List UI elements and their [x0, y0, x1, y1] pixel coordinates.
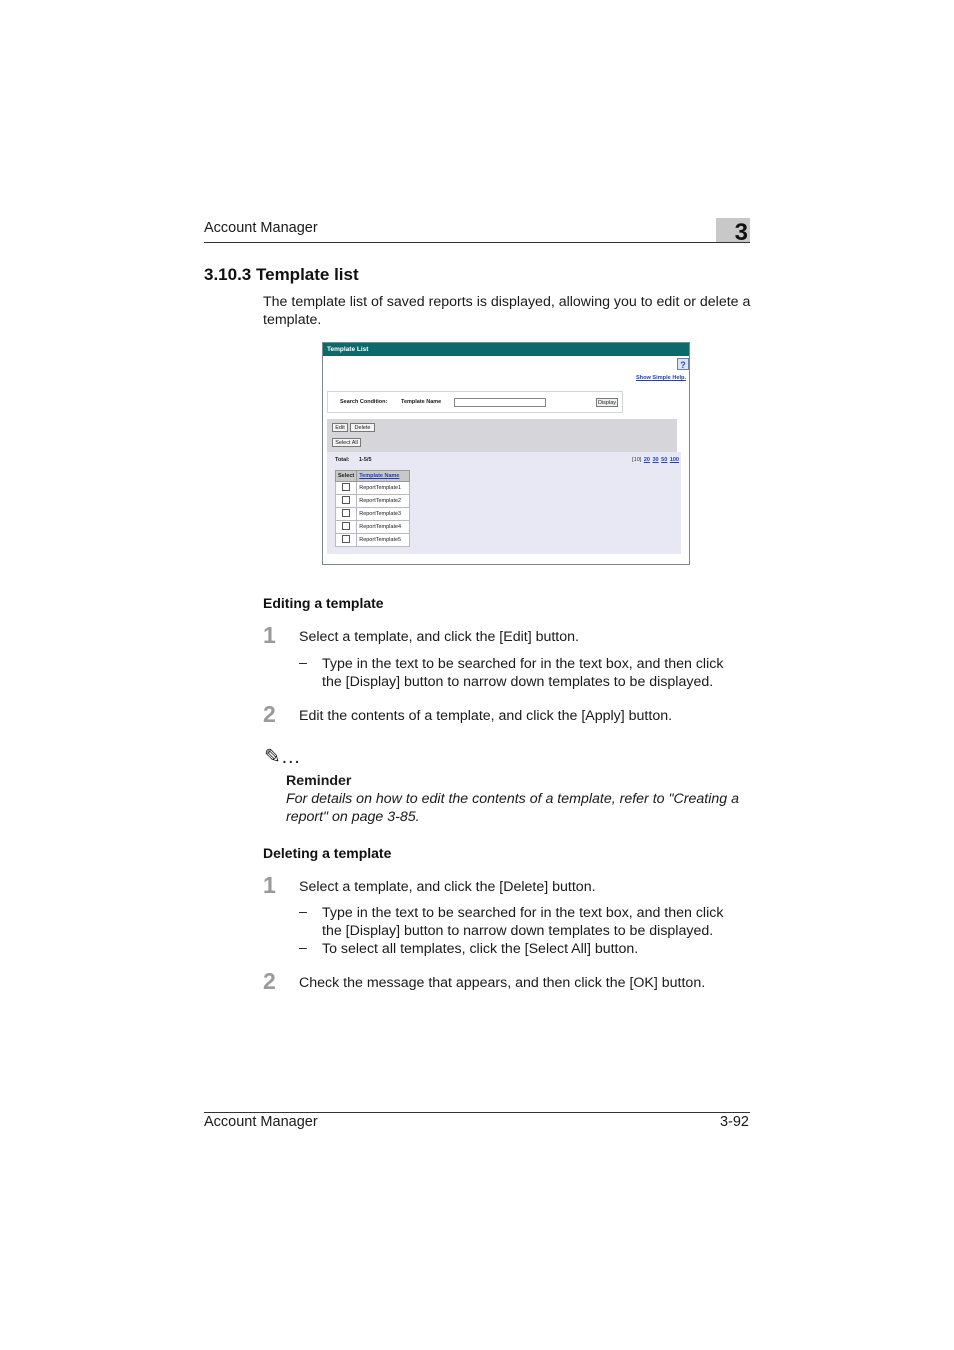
step-number: 1 [263, 872, 276, 898]
template-name-cell: ReportTemplate4 [357, 521, 410, 534]
step-number: 2 [263, 701, 276, 727]
section-title: 3.10.3 Template list [204, 265, 359, 284]
deleting-heading: Deleting a template [263, 845, 392, 861]
step-number: 1 [263, 622, 276, 648]
bullet-dash: – [299, 904, 307, 920]
bullet-dash: – [299, 655, 307, 671]
page-size-option[interactable]: 30 [652, 457, 659, 463]
step-text: Select a template, and click the [Edit] button. [299, 629, 579, 645]
header-rule [204, 242, 750, 243]
edit-button[interactable]: Edit [332, 423, 348, 432]
table-row [336, 495, 410, 508]
table-row [336, 482, 410, 495]
total-value: 1-5/5 [359, 457, 372, 463]
step-number: 2 [263, 968, 276, 994]
reminder-body: For details on how to edit the contents of a template, refer to "Creating a report" on page 3-85. [286, 791, 739, 825]
row-checkbox[interactable] [342, 522, 350, 530]
step-text: Select a template, and click the [Delete] button. [299, 879, 596, 895]
template-name-column-header[interactable]: Template Name [357, 471, 410, 482]
search-condition-box [327, 391, 623, 413]
page-size-option[interactable]: 100 [669, 457, 679, 463]
display-button[interactable]: Display [597, 400, 617, 406]
step-text: Check the message that appears, and then click the [OK] button. [299, 975, 706, 991]
row-checkbox[interactable] [342, 496, 350, 504]
page-number: 3-92 [719, 1114, 749, 1130]
template-name-input[interactable] [454, 398, 546, 407]
select-column-header: Select [336, 471, 357, 482]
footer-rule [204, 1112, 750, 1113]
footer-title: Account Manager [204, 1114, 318, 1130]
row-checkbox[interactable] [342, 535, 350, 543]
table-row [336, 534, 410, 547]
page-size-selector [632, 457, 679, 463]
bullet-text: Type in the text to be searched for in the text box, and then click the [Display] button to narrow down templates to be displayed. [322, 656, 724, 690]
template-name-cell: ReportTemplate3 [357, 508, 410, 521]
row-checkbox[interactable] [342, 483, 350, 491]
help-icon[interactable]: ? [677, 358, 689, 370]
template-list-screenshot [322, 342, 690, 565]
page-size-option[interactable]: 50 [661, 457, 668, 463]
template-name-cell: ReportTemplate5 [357, 534, 410, 547]
table-row [336, 521, 410, 534]
show-simple-help-link[interactable]: Show Simple Help. [635, 375, 686, 381]
step-text: Edit the contents of a template, and click the [Apply] button. [299, 708, 673, 724]
action-button-panel [327, 419, 677, 452]
bullet-text: Type in the text to be searched for in the text box, and then click the [Display] button to narrow down templates to be displayed. [322, 905, 724, 939]
running-header: Account Manager [204, 220, 318, 236]
window-title-bar: Template List [323, 343, 689, 356]
table-row [336, 508, 410, 521]
template-table [335, 470, 410, 547]
select-all-button[interactable]: Select All [332, 438, 361, 447]
editing-heading: Editing a template [263, 595, 384, 611]
total-label: Total: [335, 457, 350, 463]
search-condition-label: Search Condition: [340, 399, 388, 405]
page-size-current: [10] [632, 457, 642, 463]
reminder-title: Reminder [286, 773, 352, 789]
chapter-number: 3 [716, 218, 750, 242]
template-list-area [327, 452, 681, 554]
bullet-dash: – [299, 940, 307, 956]
template-name-label: Template Name [401, 399, 442, 405]
row-checkbox[interactable] [342, 509, 350, 517]
intro-paragraph: The template list of saved reports is displayed, allowing you to edit or delete a template. [263, 294, 751, 328]
template-name-cell: ReportTemplate1 [357, 482, 410, 495]
pencil-note-icon: ✎… [264, 746, 301, 768]
template-name-cell: ReportTemplate2 [357, 495, 410, 508]
page-size-option[interactable]: 20 [643, 457, 650, 463]
delete-button[interactable]: Delete [350, 423, 375, 432]
bullet-text: To select all templates, click the [Select All] button. [322, 941, 639, 957]
